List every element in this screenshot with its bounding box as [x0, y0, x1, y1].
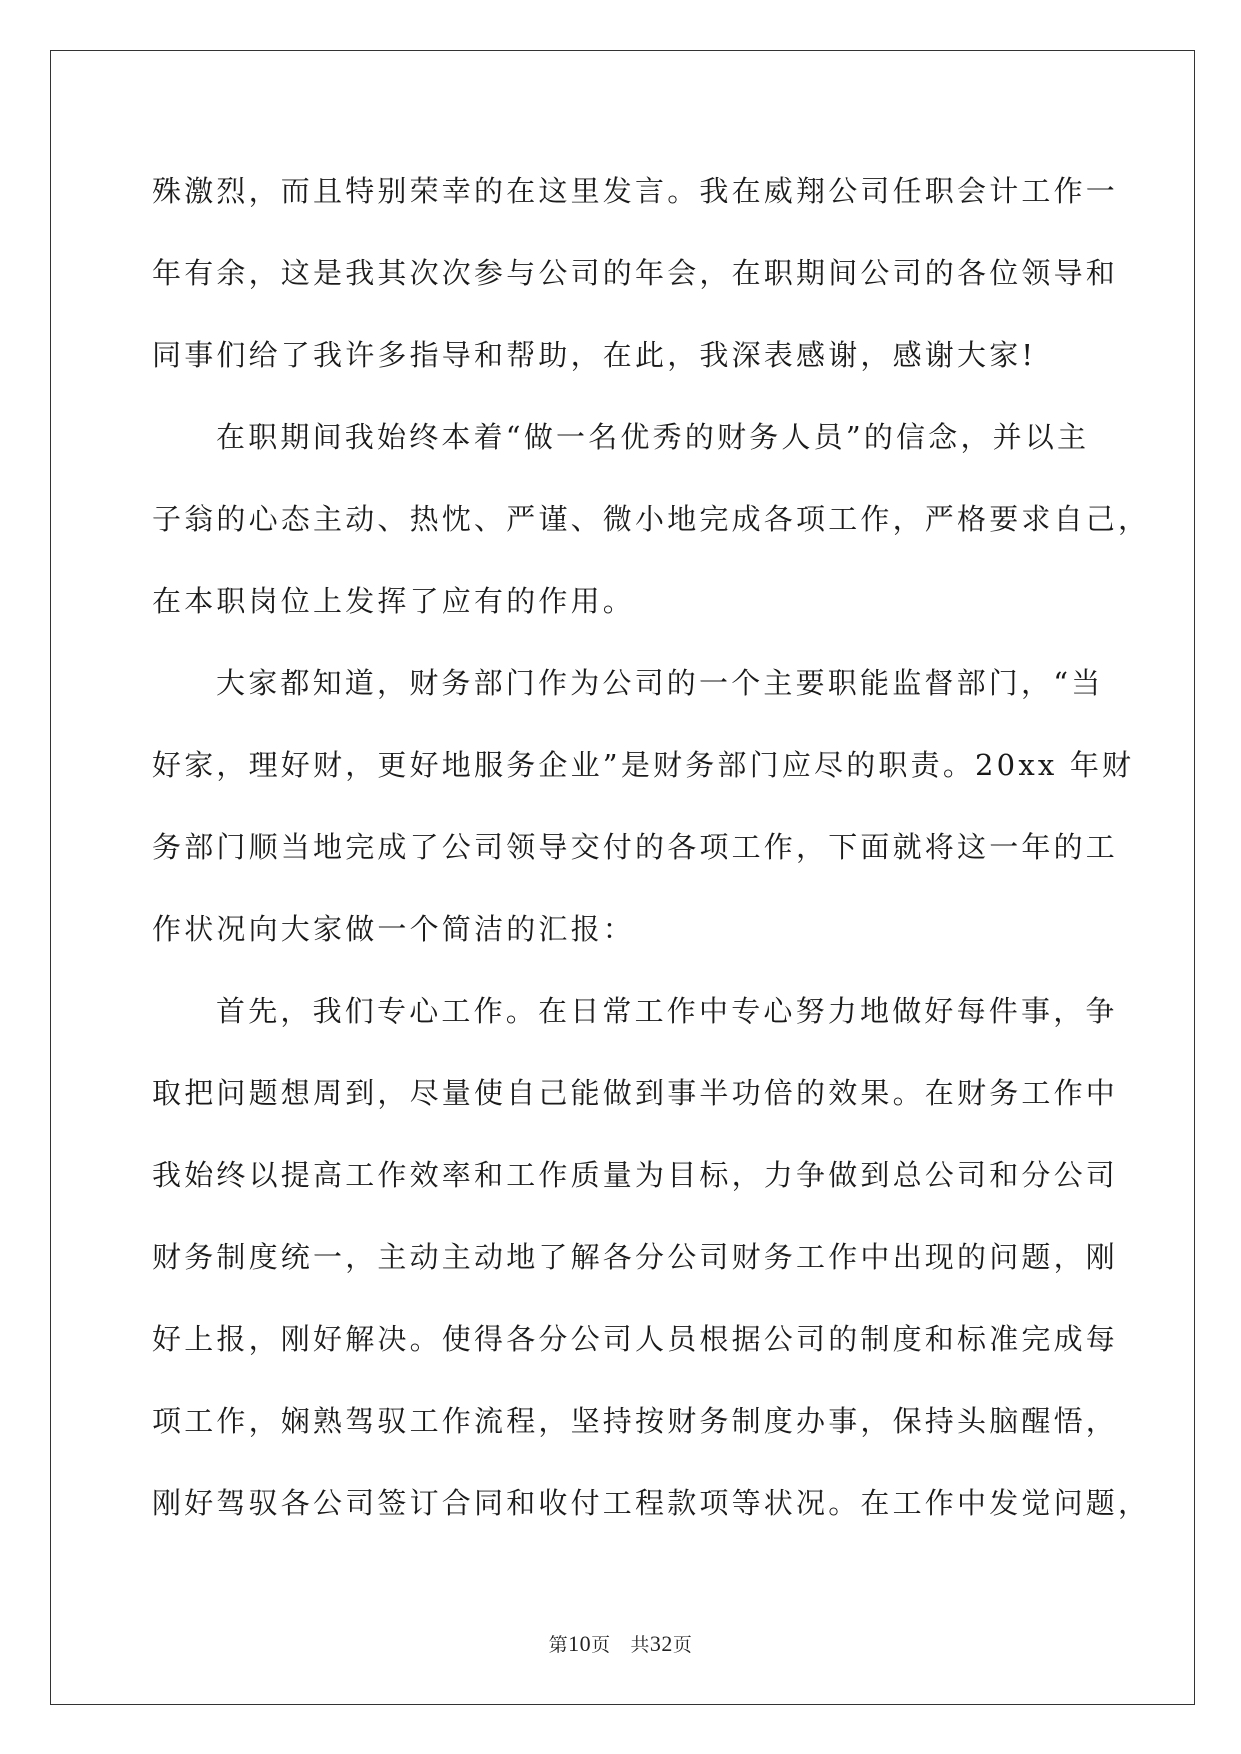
body-line: 子翁的心态主动、热忱、严谨、微小地完成各项工作，严格要求自己，	[152, 502, 1151, 536]
current-page-number: 10	[568, 1631, 592, 1656]
total-page-number: 32	[649, 1631, 673, 1656]
total-suffix: 页	[672, 1634, 693, 1656]
page-suffix: 页	[591, 1634, 611, 1656]
body-line: 财务制度统一，主动主动地了解各分公司财务工作中出现的问题，刚	[152, 1240, 1119, 1274]
document-body	[152, 150, 1151, 1544]
body-line: 取把问题想周到，尽量使自己能做到事半功倍的效果。在财务工作中	[152, 1076, 1119, 1110]
paragraph-start-line: 大家都知道，财务部门作为公司的一个主要职能监督部门，“当	[216, 666, 1104, 700]
paragraph-start-line: 在职期间我始终本着“做一名优秀的财务人员”的信念，并以主	[216, 420, 1090, 454]
body-line: 项工作，娴熟驾驭工作流程，坚持按财务制度办事，保持头脑醒悟，	[152, 1404, 1119, 1438]
paragraph-start-line: 首先，我们专心工作。在日常工作中专心努力地做好每件事，争	[216, 994, 1118, 1028]
body-line: 作状况向大家做一个简洁的汇报：	[152, 912, 636, 946]
body-line: 在本职岗位上发挥了应有的作用。	[152, 584, 636, 618]
body-line: 好上报，刚好解决。使得各分公司人员根据公司的制度和标准完成每	[152, 1322, 1119, 1356]
total-prefix: 共	[630, 1634, 650, 1656]
page-footer	[0, 1630, 1241, 1657]
body-line: 我始终以提高工作效率和工作质量为目标，力争做到总公司和分公司	[152, 1158, 1119, 1192]
body-line: 刚好驾驭各公司签订合同和收付工程款项等状况。在工作中发觉问题，	[152, 1486, 1151, 1520]
body-line: 同事们给了我许多指导和帮助，在此，我深表感谢，感谢大家!	[152, 338, 1037, 372]
body-line: 年有余，这是我其次次参与公司的年会，在职期间公司的各位领导和	[152, 256, 1119, 290]
body-line: 好家，理好财，更好地服务企业”是财务部门应尽的职责。20xx 年财	[152, 748, 1135, 782]
page-prefix: 第	[548, 1634, 569, 1656]
body-line: 殊激烈，而且特别荣幸的在这里发言。我在威翔公司任职会计工作一	[152, 174, 1119, 208]
body-line: 务部门顺当地完成了公司领导交付的各项工作，下面就将这一年的工	[152, 830, 1119, 864]
